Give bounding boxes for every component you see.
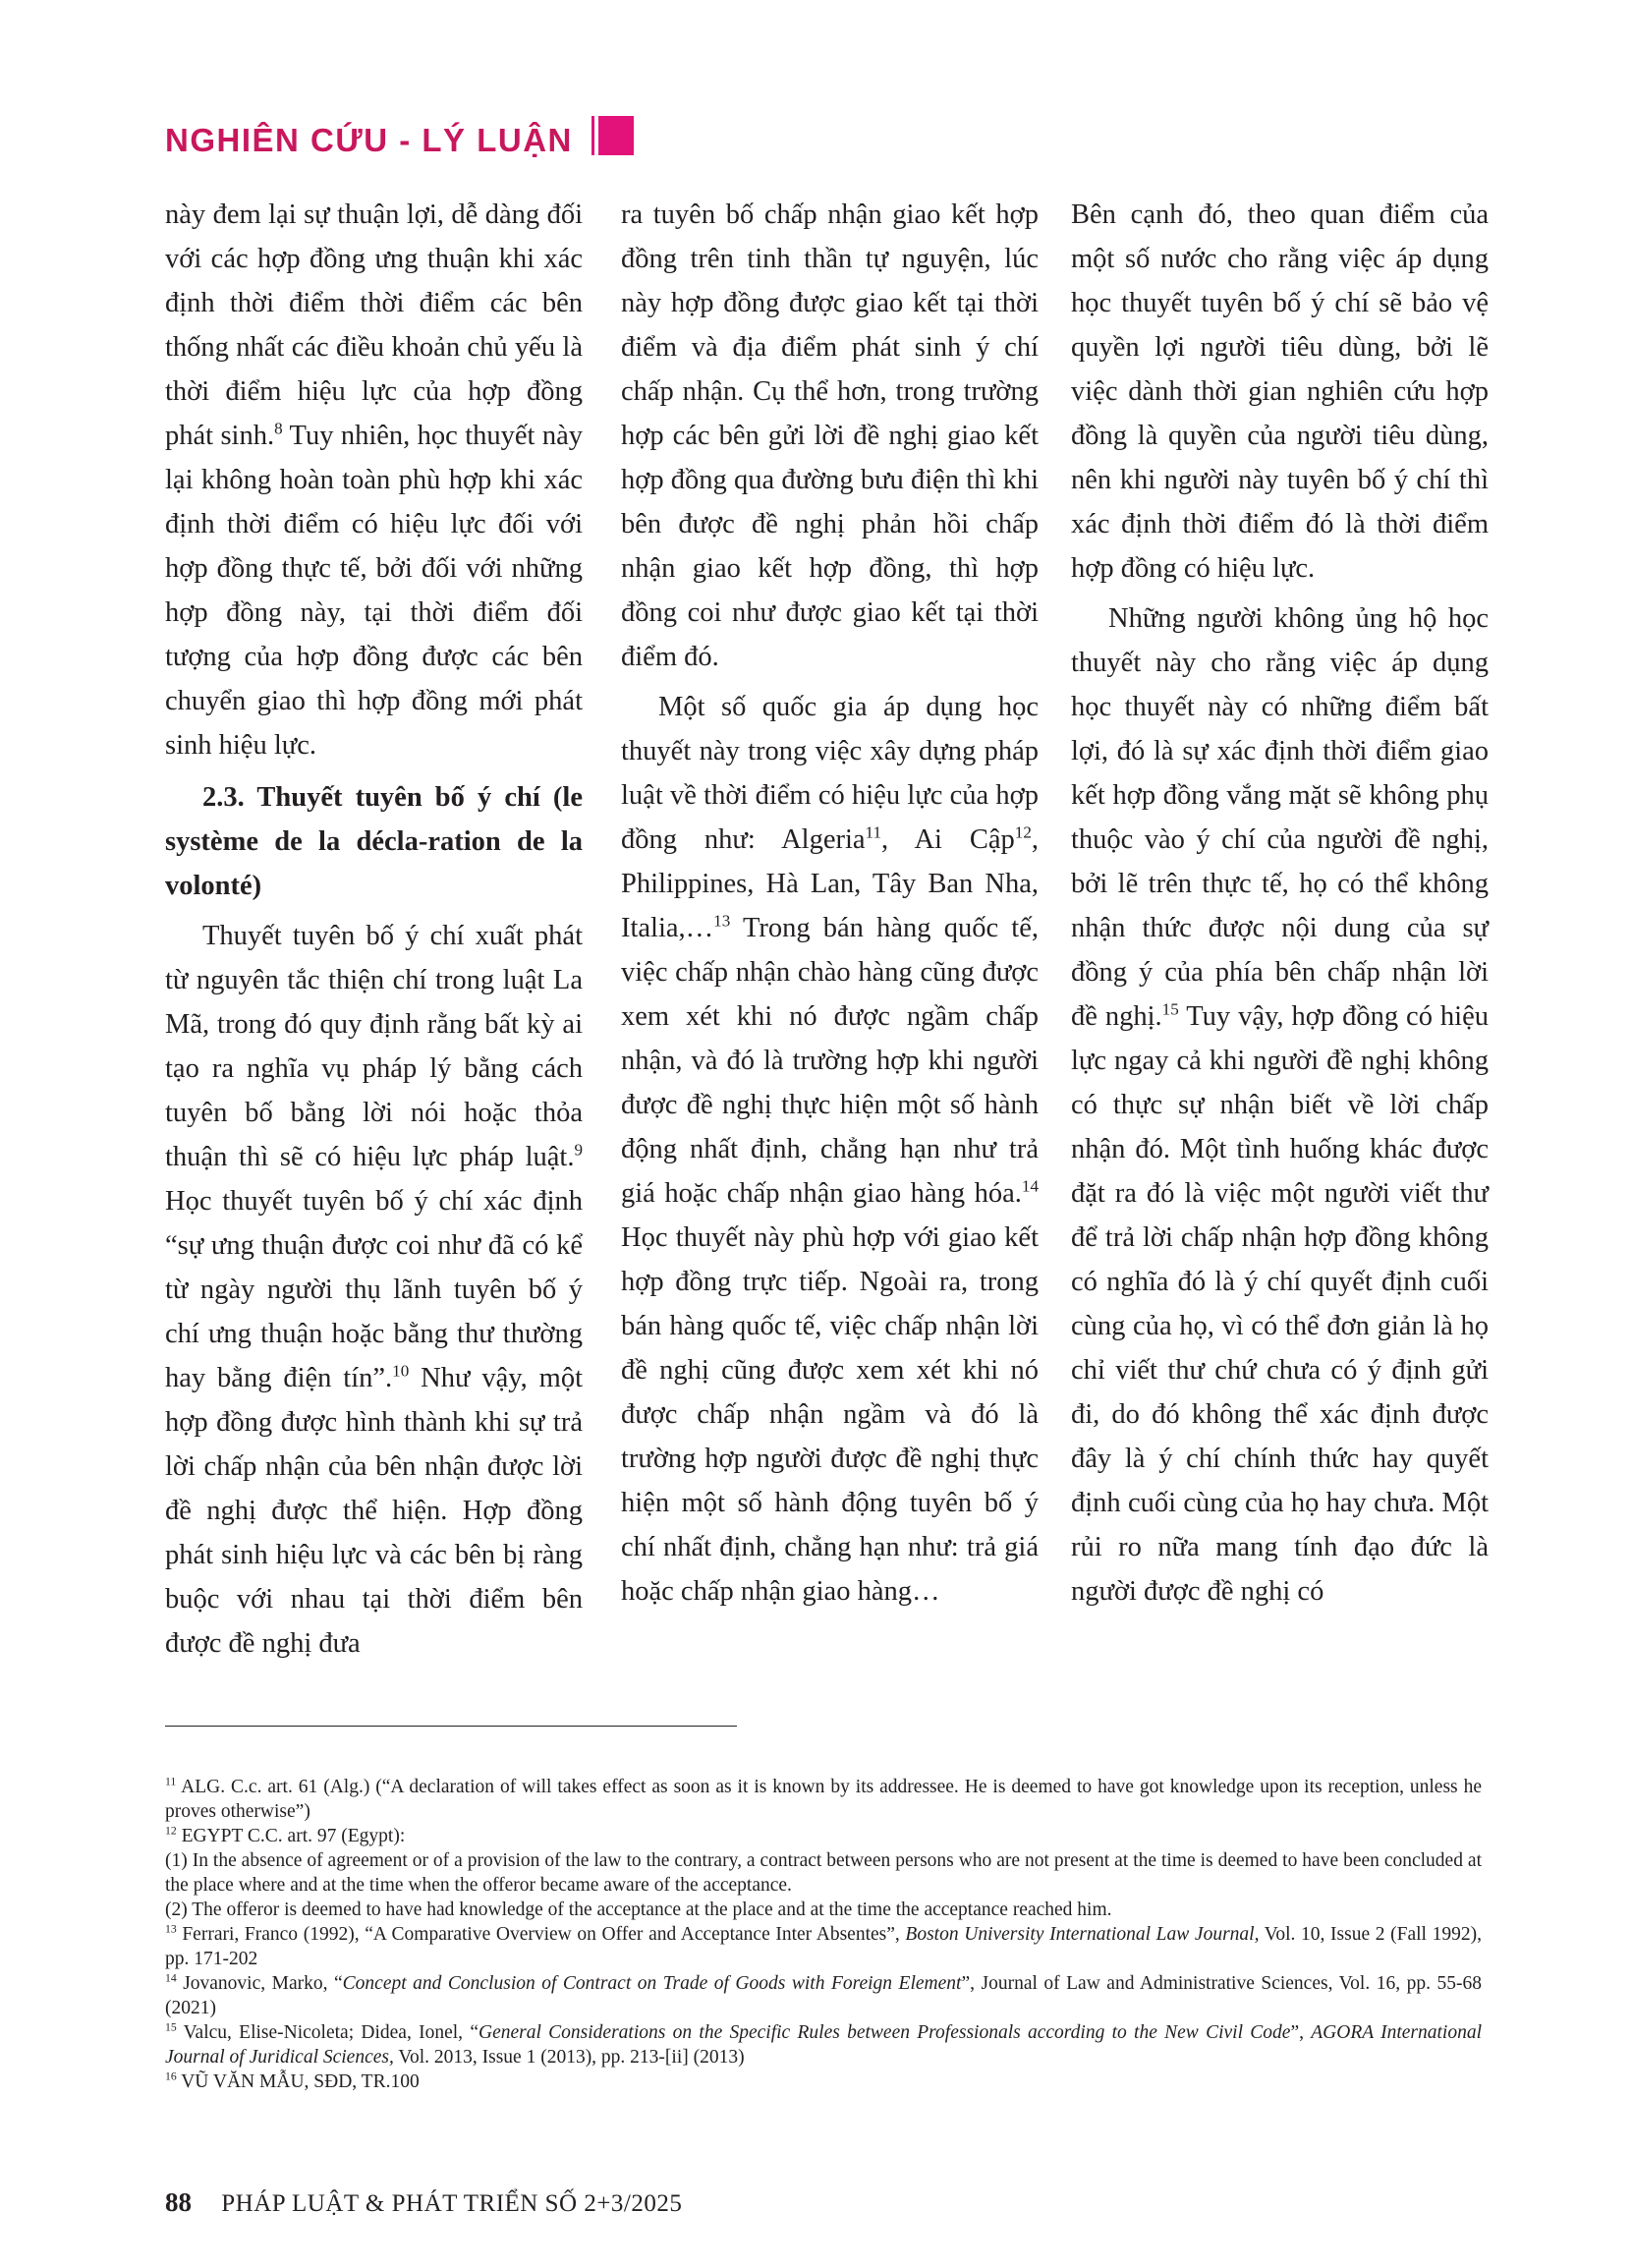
footnote-ref: 14 xyxy=(1021,1176,1039,1196)
footnote-12-item-2: (2) The offeror is deemed to have had knowledge of the acceptance at the place and at the time the acceptance reached him. xyxy=(165,1899,1112,1920)
paragraph: ra tuyên bố chấp nhận giao kết hợp đồng trên tinh thần tự nguyện, lúc này hợp đồng được giao kết tại thời điểm và địa điểm phát sinh ý chí chấp nhận. Cụ thể hơn, trong trường hợp các bên gửi lời đề nghị giao kết hợp đồng qua đường bưu điện thì khi bên được đề nghị phản hồi chấp nhận giao kết hợp đồng, thì hợp đồng coi như được giao kết tại thời điểm đó. xyxy=(621,199,1039,672)
page-header xyxy=(165,116,656,161)
page-footer xyxy=(165,2187,682,2218)
footnote-ref: 15 xyxy=(1161,999,1179,1019)
header-accent-line xyxy=(591,116,594,155)
paragraph: Thuyết tuyên bố ý chí xuất phát từ nguyên tắc thiện chí trong luật La Mã, trong đó quy định rằng bất kỳ ai tạo ra nghĩa vụ pháp lý bằng cách tuyên bố bằng lời nói hoặc thỏa thuận thì sẽ có hiệu lực pháp luật.$^9$ Học thuyết tuyên bố ý chí xác định “sự ưng thuận được coi như đã có kể từ ngày người thụ lãnh tuyên bố ý chí ưng thuận hoặc bằng thư thường hay bằng điện tín”.$^{10}$ Như vậy, một hợp đồng được hình thành khi sự trả lời chấp nhận của bên nhận được lời đề nghị được thể hiện. Hợp đồng phát sinh hiệu lực và các bên bị ràng buộc với nhau tại thời điểm bên được đề nghị đưa xyxy=(165,921,583,1659)
footnotes xyxy=(165,1775,1482,2094)
footnote-15: $^{15}$ Valcu, Elise-Nicoleta; Didea, Ionel, “General Considerations on the Specific Rules between Professionals according to the New Civil Code”, AGORA International Journal of Juridical Sciences, Vol. 2013, Issue 1 (2013), pp. 213-[ii] (2013) xyxy=(165,2020,1482,2068)
footnote-12-item-1: (1) In the absence of agreement or of a provision of the law to the contrary, a contract between persons who are not present at the time is deemed to have been concluded at the place where and at the time when the offeror became aware of the acceptance. xyxy=(165,1850,1482,1896)
footnote-ref: 10 xyxy=(392,1361,410,1381)
footnote-12: $^{12}$ EGYPT C.C. art. 97 (Egypt): xyxy=(165,1824,406,1846)
footnote-16: $^{16}$ VŨ VĂN MẪU, SĐD, TR.100 xyxy=(165,2070,420,2092)
section-heading: 2.3. Thuyết tuyên bố ý chí (le système de la décla-ration de la volonté) xyxy=(165,782,583,901)
paragraph: Bên cạnh đó, theo quan điểm của một số nước cho rằng việc áp dụng học thuyết tuyên bố ý chí sẽ bảo vệ quyền lợi người tiêu dùng, bởi lẽ việc dành thời gian nghiên cứu hợp đồng là quyền của người tiêu dùng, nên khi người này tuyên bố ý chí thì xác định thời điểm đó là thời điểm hợp đồng có hiệu lực. xyxy=(1071,199,1489,584)
paragraph: Những người không ủng hộ học thuyết này cho rằng việc áp dụng học thuyết này có những điểm bất lợi, đó là sự xác định thời điểm giao kết hợp đồng vắng mặt sẽ không phụ thuộc vào ý chí của người đề nghị, bởi lẽ trên thực tế, họ có thể không nhận thức được nội dung của sự đồng ý của phía bên chấp nhận lời đề nghị.$^{15}$ Tuy vậy, hợp đồng có hiệu lực ngay cả khi người đề nghị không có thực sự nhận biết về lời chấp nhận đó. Một tình huống khác được đặt ra đó là việc một người viết thư để trả lời chấp nhận hợp đồng không có nghĩa đó là ý chí quyết định cuối cùng của họ, vì có thể đơn giản là họ chỉ viết thư chứ chưa có ý định gửi đi, do đó không thể xác định được đây là ý chí chính thức hay quyết định cuối cùng của họ hay chưa. Một rủi ro nữa mang tính đạo đức là người được đề nghị có xyxy=(1071,603,1489,1607)
paragraph: Một số quốc gia áp dụng học thuyết này trong việc xây dựng pháp luật về thời điểm có hiệu lực của hợp đồng như: Algeria$^{11}$, Ai Cập$^{12}$, Philippines, Hà Lan, Tây Ban Nha, Italia,…$^{13}$ Trong bán hàng quốc tế, việc chấp nhận chào hàng cũng được xem xét khi nó được ngầm chấp nhận, và đó là trường hợp khi người được đề nghị thực hiện một số hành động nhất định, chẳng hạn như trả giá hoặc chấp nhận giao hàng hóa.$^{14}$ Học thuyết này phù hợp với giao kết hợp đồng trực tiếp. Ngoài ra, trong bán hàng quốc tế, việc chấp nhận lời đề nghị cũng được xem xét khi nó được chấp nhận ngầm và đó là trường hợp người được đề nghị thực hiện một số hành động tuyên bố ý chí nhất định, chẳng hạn như: trả giá hoặc chấp nhận giao hàng… xyxy=(621,692,1039,1607)
column-3 xyxy=(1071,193,1489,1614)
journal-name: PHÁP LUẬT & PHÁT TRIỂN SỐ 2+3/2025 xyxy=(221,2190,683,2217)
footnote-14: $^{14}$ Jovanovic, Marko, “Concept and Conclusion of Contract on Trade of Goods with Foreign Element”, Journal of Law and Administrative Sciences, Vol. 16, pp. 55-68 (2021) xyxy=(165,1971,1482,2018)
footnote-11: $^{11}$ ALG. C.c. art. 61 (Alg.) (“A declaration of will takes effect as soon as it is known by its addressee. He is deemed to have got knowledge upon its reception, unless he proves otherwise”) xyxy=(165,1775,1482,1822)
page-number: 88 xyxy=(165,2187,192,2217)
column-1 xyxy=(165,193,583,1666)
footnote-ref: 8 xyxy=(274,419,283,438)
column-2 xyxy=(621,193,1039,1614)
footnote-divider xyxy=(165,1726,737,1727)
header-accent-block xyxy=(598,116,634,155)
footnote-ref: 9 xyxy=(574,1140,583,1160)
section-title: NGHIÊN CỨU - LÝ LUẬN xyxy=(165,122,573,158)
footnote-ref: 13 xyxy=(713,911,731,931)
paragraph: này đem lại sự thuận lợi, dễ dàng đối với các hợp đồng ưng thuận khi xác định thời điểm thời điểm các bên thống nhất các điều khoản chủ yếu là thời điểm hiệu lực của hợp đồng phát sinh.$^8$ Tuy nhiên, học thuyết này lại không hoàn toàn phù hợp khi xác định thời điểm có hiệu lực đối với hợp đồng thực tế, bởi đối với những hợp đồng này, tại thời điểm đối tượng của hợp đồng được các bên chuyển giao thì hợp đồng mới phát sinh hiệu lực. xyxy=(165,199,584,761)
footnote-ref: 11 xyxy=(865,822,882,842)
footnote-13: $^{13}$ Ferrari, Franco (1992), “A Comparative Overview on Offer and Acceptance Inter Absentes”, Boston University International Law Journal, Vol. 10, Issue 2 (Fall 1992), pp. 171-202 xyxy=(165,1922,1482,1969)
footnote-ref: 12 xyxy=(1014,822,1032,842)
